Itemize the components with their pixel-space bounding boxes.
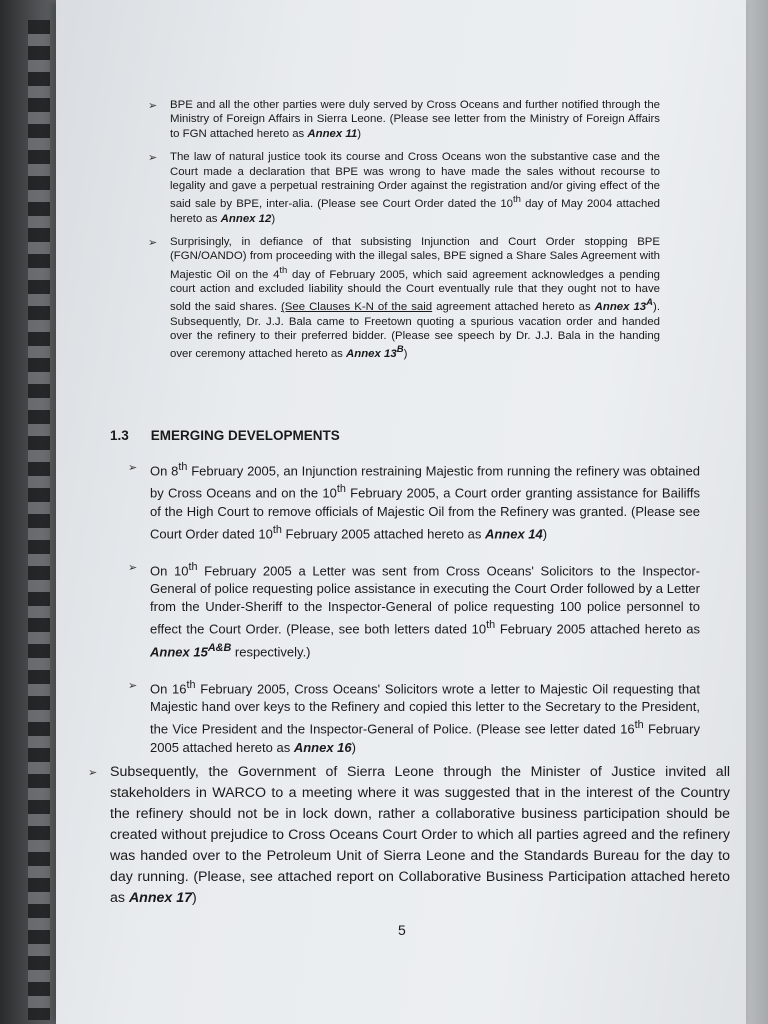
arrow-bullet-icon: ➢ (88, 767, 98, 779)
document-page (56, 0, 746, 1024)
section-title: EMERGING DEVELOPMENTS (150, 428, 340, 443)
arrow-bullet-icon: ➢ (128, 679, 138, 692)
list-item: ➢ BPE and all the other parties were duly served by Cross Oceans and further notified through the Ministry of Foreign Affairs in Sierra Leone. (Please see letter from the Ministry of Foreign Affairs to FGN attached hereto as Annex 11) (148, 99, 660, 140)
list-item: ➢ On 8th February 2005, an Injunction restraining Majestic from running the refinery was obtained by Cross Oceans and on the 10th February 2005, a Court order granting assistance for Bailiffs of the High Court to remove officials of Majestic Oil from the Refinery was granted. (Please see Court Order dated 10th February 2005 attached hereto as Annex 14) (128, 458, 700, 543)
spiral-binding (28, 20, 50, 1020)
arrow-bullet-icon: ➢ (148, 100, 158, 112)
bullet-list-top (148, 98, 660, 362)
section-heading (110, 428, 340, 443)
bullet-list-bottom (88, 762, 730, 909)
bullet-list-mid (128, 458, 700, 757)
arrow-bullet-icon: ➢ (148, 237, 158, 250)
arrow-bullet-icon: ➢ (128, 561, 138, 574)
section-number: 1.3 (110, 428, 129, 443)
arrow-bullet-icon: ➢ (148, 152, 158, 165)
page-number: 5 (398, 922, 406, 938)
list-item: ➢ On 10th February 2005 a Letter was sent from Cross Oceans' Solicitors to the Inspector-General of police requesting police assistance in executing the Court Order followed by a Letter from the Under-Sheriff to the Inspector-General of police requesting 100 police personnel to effect the Court Order. (Please, see both letters dated 10th February 2005 attached hereto as Annex $15^{A\&B}$ respectively.) (128, 558, 700, 661)
list-item: ➢ On 16th February 2005, Cross Oceans' Solicitors wrote a letter to Majestic Oil requesting that Majestic hand over keys to the Refinery and copied this letter to the Secretary to the President, the Vice President and the Inspector-General of Police. (Please see letter dated 16th February 2005 attached hereto as Annex 16) (128, 676, 700, 757)
arrow-bullet-icon: ➢ (128, 462, 138, 474)
list-item: ➢ Subsequently, the Government of Sierra Leone through the Minister of Justice invited all stakeholders in WARCO to a meeting where it was suggested that in the interest of the Country the refinery should not be in lock down, rather a collaborative business participation should be created without prejudice to Cross Oceans Court Order to which all parties agreed and the refinery was handed over to the Petroleum Unit of Sierra Leone and the Standards Bureau for the day to day running. (Please, see attached report on Collaborative Business Participation attached hereto as Annex 17) (88, 762, 730, 909)
list-item: ➢ Surprisingly, in defiance of that subsisting Injunction and Court Order stopping BPE (FGN/OANDO) from proceeding with the illegal sales, BPE signed a Share Sales Agreement with Majestic Oil on the 4th day of February 2005, which said agreement acknowledges a pending court action and excluded liability should the Court eventually rule that they ought not to have sold the said shares. (See Clauses K-N of the said agreement attached hereto as Annex $13^A$). Subsequently, Dr. J.J. Bala came to Freetown quoting a spurious vacation order and handed over the refinery to their preferred bidder. (Please see speech by Dr. J.J. Bala in the handing over ceremony attached hereto as Annex $13^B$) (148, 236, 660, 361)
list-item: ➢ The law of natural justice took its course and Cross Oceans won the substantive case and the Court made a declaration that BPE was wrong to have made the sales without recourse to legality and gave a perpetual restraining Order against the registration and/or giving effect of the said sale by BPE, inter-alia. (Please see Court Order dated the 10th day of May 2004 attached hereto as Annex 12) (148, 151, 660, 225)
